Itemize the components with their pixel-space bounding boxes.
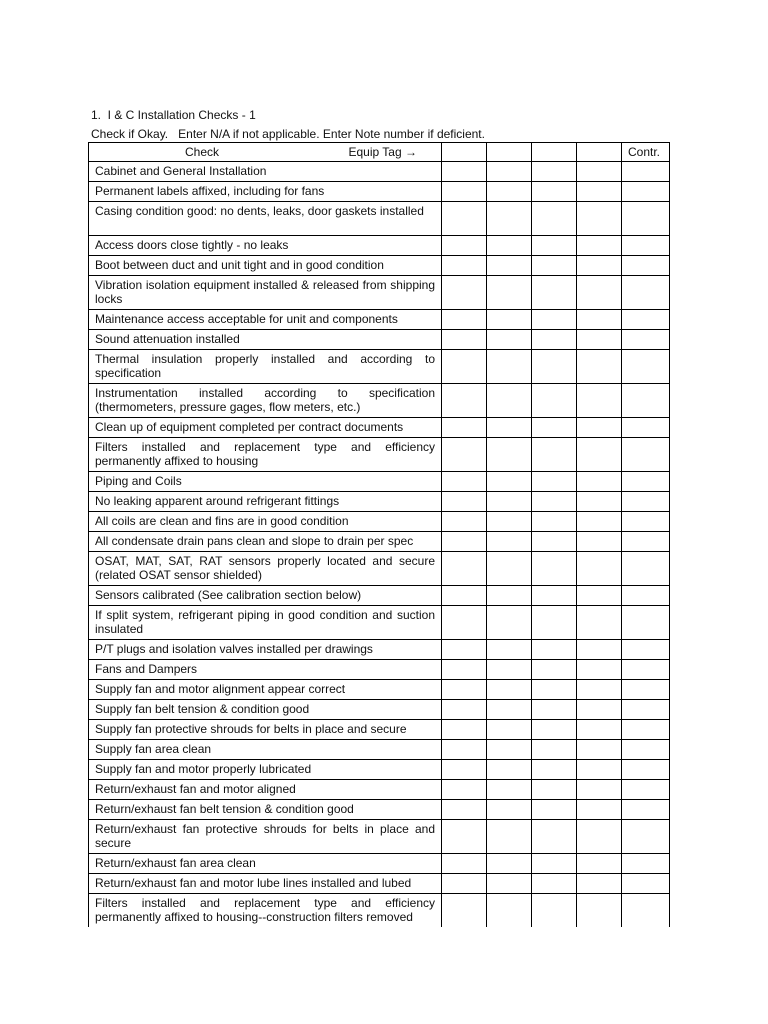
equip-check-cell[interactable] [487, 418, 532, 438]
equip-check-cell[interactable] [442, 256, 487, 276]
table-header-row [89, 143, 670, 162]
contr-check-cell[interactable] [622, 472, 670, 492]
equip-check-cell[interactable] [532, 492, 577, 512]
equip-check-cell[interactable] [487, 680, 532, 700]
checklist-item-label: Return/exhaust fan belt tension & condition good [89, 800, 442, 820]
checklist-row [89, 586, 670, 606]
checklist-row [89, 720, 670, 740]
installation-checklist-table [88, 142, 670, 927]
equip-check-cell[interactable] [442, 162, 487, 182]
checklist-item-label: No leaking apparent around refrigerant fittings [89, 492, 442, 512]
checklist-item-label: Access doors close tightly - no leaks [89, 236, 442, 256]
checklist-row [89, 854, 670, 874]
checklist-row [89, 350, 670, 384]
equip-check-cell[interactable] [577, 854, 622, 874]
equip-check-cell[interactable] [577, 586, 622, 606]
equip-check-cell[interactable] [442, 384, 487, 418]
checklist-item-label: Supply fan and motor properly lubricated [89, 760, 442, 780]
equip-check-cell[interactable] [532, 720, 577, 740]
checklist-item-label: Return/exhaust fan and motor lube lines installed and lubed [89, 874, 442, 894]
equip-check-cell[interactable] [532, 854, 577, 874]
checklist-row [89, 162, 670, 182]
checklist-item-label: Return/exhaust fan and motor aligned [89, 780, 442, 800]
checklist-item-label: Piping and Coils [89, 472, 442, 492]
checklist-item-label: Permanent labels affixed, including for fans [89, 182, 442, 202]
checklist-row [89, 492, 670, 512]
contr-check-cell[interactable] [622, 384, 670, 418]
checklist-row [89, 532, 670, 552]
contr-check-cell[interactable] [622, 532, 670, 552]
check-column-header [89, 143, 442, 162]
contr-check-cell[interactable] [622, 330, 670, 350]
checklist-row [89, 256, 670, 276]
equip-check-cell[interactable] [487, 740, 532, 760]
equip-check-cell[interactable] [487, 820, 532, 854]
checklist-item-label: OSAT, MAT, SAT, RAT sensors properly located and secure (related OSAT sensor shielded) [89, 552, 442, 586]
checklist-row [89, 820, 670, 854]
equip-check-cell[interactable] [577, 472, 622, 492]
contr-check-cell[interactable] [622, 350, 670, 384]
equip-check-cell[interactable] [442, 418, 487, 438]
contr-check-cell[interactable] [622, 276, 670, 310]
equip-tag-cell[interactable] [532, 143, 577, 162]
equip-check-cell[interactable] [487, 780, 532, 800]
contr-check-cell[interactable] [622, 760, 670, 780]
equip-check-cell[interactable] [577, 438, 622, 472]
contr-check-cell[interactable] [622, 586, 670, 606]
equip-check-cell[interactable] [577, 330, 622, 350]
equip-check-cell[interactable] [532, 606, 577, 640]
contr-check-cell[interactable] [622, 182, 670, 202]
equip-tag-cell[interactable] [487, 143, 532, 162]
contr-check-cell[interactable] [622, 512, 670, 532]
equip-check-cell[interactable] [577, 384, 622, 418]
equip-check-cell[interactable] [442, 532, 487, 552]
equip-check-cell[interactable] [577, 800, 622, 820]
equip-check-cell[interactable] [442, 854, 487, 874]
equip-check-cell[interactable] [487, 202, 532, 236]
equip-check-cell[interactable] [532, 820, 577, 854]
equip-check-cell[interactable] [532, 256, 577, 276]
contr-check-cell[interactable] [622, 874, 670, 894]
checklist-row [89, 384, 670, 418]
contr-check-cell[interactable] [622, 162, 670, 182]
equip-check-cell[interactable] [577, 680, 622, 700]
equip-check-cell[interactable] [577, 532, 622, 552]
equip-check-cell[interactable] [487, 552, 532, 586]
equip-check-cell[interactable] [577, 236, 622, 256]
equip-check-cell[interactable] [577, 780, 622, 800]
contr-check-cell[interactable] [622, 236, 670, 256]
equip-check-cell[interactable] [487, 256, 532, 276]
equip-check-cell[interactable] [532, 552, 577, 586]
checklist-item-label: Vibration isolation equipment installed & released from shipping locks [89, 276, 442, 310]
contr-check-cell[interactable] [622, 780, 670, 800]
equip-check-cell[interactable] [577, 820, 622, 854]
equip-check-cell[interactable] [532, 894, 577, 928]
equip-check-cell[interactable] [577, 740, 622, 760]
equip-tag-header-label: Equip Tag → [348, 145, 417, 159]
checklist-row [89, 472, 670, 492]
contr-check-cell[interactable] [622, 492, 670, 512]
checklist-row [89, 418, 670, 438]
checklist-row [89, 660, 670, 680]
checklist-row [89, 760, 670, 780]
checklist-item-label: Filters installed and replacement type and efficiency permanently affixed to housing--construction filters removed [89, 894, 442, 928]
checklist-item-label: Casing condition good: no dents, leaks, door gaskets installed [89, 202, 442, 236]
equip-check-cell[interactable] [442, 202, 487, 236]
equip-check-cell[interactable] [442, 552, 487, 586]
checklist-item-label: Sensors calibrated (See calibration section below) [89, 586, 442, 606]
contr-check-cell[interactable] [622, 438, 670, 472]
equip-check-cell[interactable] [442, 740, 487, 760]
equip-check-cell[interactable] [487, 532, 532, 552]
contr-check-cell[interactable] [622, 680, 670, 700]
equip-check-cell[interactable] [487, 874, 532, 894]
equip-check-cell[interactable] [442, 586, 487, 606]
equip-check-cell[interactable] [532, 438, 577, 472]
contr-check-cell[interactable] [622, 854, 670, 874]
equip-check-cell[interactable] [487, 512, 532, 532]
equip-check-cell[interactable] [442, 874, 487, 894]
equip-check-cell[interactable] [487, 310, 532, 330]
equip-check-cell[interactable] [487, 162, 532, 182]
checklist-item-label: Maintenance access acceptable for unit and components [89, 310, 442, 330]
equip-check-cell[interactable] [442, 182, 487, 202]
contr-check-cell[interactable] [622, 800, 670, 820]
equip-check-cell[interactable] [442, 820, 487, 854]
checklist-item-label: Clean up of equipment completed per contract documents [89, 418, 442, 438]
equip-check-cell[interactable] [487, 350, 532, 384]
equip-check-cell[interactable] [487, 438, 532, 472]
equip-check-cell[interactable] [532, 740, 577, 760]
checklist-row [89, 640, 670, 660]
equip-check-cell[interactable] [532, 780, 577, 800]
equip-check-cell[interactable] [577, 660, 622, 680]
checklist-item-label: Supply fan belt tension & condition good [89, 700, 442, 720]
equip-check-cell[interactable] [577, 162, 622, 182]
equip-check-cell[interactable] [442, 472, 487, 492]
equip-check-cell[interactable] [532, 680, 577, 700]
checklist-row [89, 512, 670, 532]
equip-check-cell[interactable] [487, 276, 532, 310]
checklist-row [89, 874, 670, 894]
equip-check-cell[interactable] [442, 512, 487, 532]
equip-check-cell[interactable] [577, 700, 622, 720]
equip-check-cell[interactable] [532, 512, 577, 532]
equip-check-cell[interactable] [577, 202, 622, 236]
equip-check-cell[interactable] [442, 606, 487, 640]
equip-check-cell[interactable] [532, 418, 577, 438]
checklist-item-label: Sound attenuation installed [89, 330, 442, 350]
equip-check-cell[interactable] [532, 384, 577, 418]
contr-check-cell[interactable] [622, 720, 670, 740]
equip-check-cell[interactable] [442, 894, 487, 928]
equip-check-cell[interactable] [577, 640, 622, 660]
equip-check-cell[interactable] [442, 640, 487, 660]
equip-check-cell[interactable] [532, 660, 577, 680]
checklist-row [89, 740, 670, 760]
contr-column-header: Contr. [622, 143, 670, 162]
equip-check-cell[interactable] [487, 472, 532, 492]
equip-check-cell[interactable] [577, 182, 622, 202]
equip-check-cell[interactable] [577, 874, 622, 894]
checklist-row [89, 700, 670, 720]
equip-check-cell[interactable] [487, 492, 532, 512]
contr-check-cell[interactable] [622, 820, 670, 854]
equip-check-cell[interactable] [532, 276, 577, 310]
equip-check-cell[interactable] [442, 330, 487, 350]
equip-check-cell[interactable] [532, 760, 577, 780]
contr-check-cell[interactable] [622, 894, 670, 928]
checklist-item-label: Supply fan area clean [89, 740, 442, 760]
equip-check-cell[interactable] [442, 438, 487, 472]
equip-check-cell[interactable] [577, 492, 622, 512]
equip-check-cell[interactable] [487, 586, 532, 606]
equip-check-cell[interactable] [532, 330, 577, 350]
equip-check-cell[interactable] [532, 800, 577, 820]
contr-check-cell[interactable] [622, 202, 670, 236]
check-header-label: Check [185, 145, 220, 159]
equip-check-cell[interactable] [532, 162, 577, 182]
checklist-item-label: Return/exhaust fan area clean [89, 854, 442, 874]
checklist-item-label: Filters installed and replacement type and efficiency permanently affixed to housing [89, 438, 442, 472]
checklist-row [89, 310, 670, 330]
checklist-row [89, 202, 670, 236]
equip-check-cell[interactable] [442, 800, 487, 820]
equip-check-cell[interactable] [487, 640, 532, 660]
checklist-row [89, 606, 670, 640]
checklist-row [89, 438, 670, 472]
equip-check-cell[interactable] [532, 640, 577, 660]
equip-check-cell[interactable] [487, 700, 532, 720]
checklist-item-label: Boot between duct and unit tight and in good condition [89, 256, 442, 276]
equip-check-cell[interactable] [532, 532, 577, 552]
equip-check-cell[interactable] [487, 854, 532, 874]
checklist-item-label: Supply fan and motor alignment appear correct [89, 680, 442, 700]
checklist-row [89, 330, 670, 350]
equip-check-cell[interactable] [577, 894, 622, 928]
contr-check-cell[interactable] [622, 310, 670, 330]
equip-check-cell[interactable] [577, 418, 622, 438]
checklist-row [89, 552, 670, 586]
instructions-text: Check if Okay. Enter N/A if not applicable. Enter Note number if deficient. [91, 127, 485, 141]
checklist-item-label: Return/exhaust fan protective shrouds for belts in place and secure [89, 820, 442, 854]
equip-check-cell[interactable] [487, 760, 532, 780]
equip-check-cell[interactable] [577, 606, 622, 640]
equip-check-cell[interactable] [487, 384, 532, 418]
checklist-item-label: All coils are clean and fins are in good condition [89, 512, 442, 532]
equip-check-cell[interactable] [487, 720, 532, 740]
checklist-item-label: All condensate drain pans clean and slope to drain per spec [89, 532, 442, 552]
equip-check-cell[interactable] [442, 720, 487, 740]
equip-check-cell[interactable] [577, 512, 622, 532]
checklist-row [89, 680, 670, 700]
contr-check-cell[interactable] [622, 256, 670, 276]
equip-check-cell[interactable] [442, 780, 487, 800]
checklist-row [89, 800, 670, 820]
checklist-row [89, 780, 670, 800]
checklist-item-label: Thermal insulation properly installed and according to specification [89, 350, 442, 384]
equip-check-cell[interactable] [487, 660, 532, 680]
checklist-item-label: Fans and Dampers [89, 660, 442, 680]
equip-tag-cell[interactable] [577, 143, 622, 162]
equip-check-cell[interactable] [487, 800, 532, 820]
equip-check-cell[interactable] [487, 182, 532, 202]
checklist-row [89, 894, 670, 928]
equip-check-cell[interactable] [442, 680, 487, 700]
contr-check-cell[interactable] [622, 660, 670, 680]
equip-check-cell[interactable] [442, 760, 487, 780]
contr-check-cell[interactable] [622, 640, 670, 660]
equip-tag-cell[interactable] [442, 143, 487, 162]
equip-check-cell[interactable] [532, 874, 577, 894]
section-heading: 1. I & C Installation Checks - 1 [91, 108, 256, 122]
equip-check-cell[interactable] [577, 720, 622, 740]
checklist-item-label: P/T plugs and isolation valves installed per drawings [89, 640, 442, 660]
equip-check-cell[interactable] [442, 310, 487, 330]
equip-check-cell[interactable] [487, 894, 532, 928]
equip-check-cell[interactable] [442, 700, 487, 720]
equip-check-cell[interactable] [487, 606, 532, 640]
contr-check-cell[interactable] [622, 552, 670, 586]
equip-check-cell[interactable] [577, 760, 622, 780]
contr-check-cell[interactable] [622, 740, 670, 760]
equip-check-cell[interactable] [532, 310, 577, 330]
checklist-item-label: Supply fan protective shrouds for belts in place and secure [89, 720, 442, 740]
equip-check-cell[interactable] [532, 700, 577, 720]
equip-check-cell[interactable] [532, 350, 577, 384]
equip-check-cell[interactable] [442, 492, 487, 512]
equip-check-cell[interactable] [577, 552, 622, 586]
equip-check-cell[interactable] [532, 182, 577, 202]
contr-check-cell[interactable] [622, 418, 670, 438]
equip-check-cell[interactable] [487, 330, 532, 350]
checklist-item-label: Cabinet and General Installation [89, 162, 442, 182]
equip-check-cell[interactable] [442, 236, 487, 256]
equip-check-cell[interactable] [577, 350, 622, 384]
equip-check-cell[interactable] [487, 236, 532, 256]
checklist-item-label: Instrumentation installed according to specification (thermometers, pressure gages, flow meters, etc.) [89, 384, 442, 418]
contr-check-cell[interactable] [622, 700, 670, 720]
checklist-row [89, 276, 670, 310]
equip-check-cell[interactable] [532, 586, 577, 606]
equip-check-cell[interactable] [442, 276, 487, 310]
equip-check-cell[interactable] [532, 236, 577, 256]
checklist-item-label: If split system, refrigerant piping in good condition and suction insulated [89, 606, 442, 640]
equip-check-cell[interactable] [532, 202, 577, 236]
equip-check-cell[interactable] [577, 310, 622, 330]
equip-check-cell[interactable] [442, 660, 487, 680]
equip-check-cell[interactable] [442, 350, 487, 384]
equip-check-cell[interactable] [577, 276, 622, 310]
checklist-row [89, 182, 670, 202]
checklist-row [89, 236, 670, 256]
contr-check-cell[interactable] [622, 606, 670, 640]
equip-check-cell[interactable] [577, 256, 622, 276]
equip-check-cell[interactable] [532, 472, 577, 492]
